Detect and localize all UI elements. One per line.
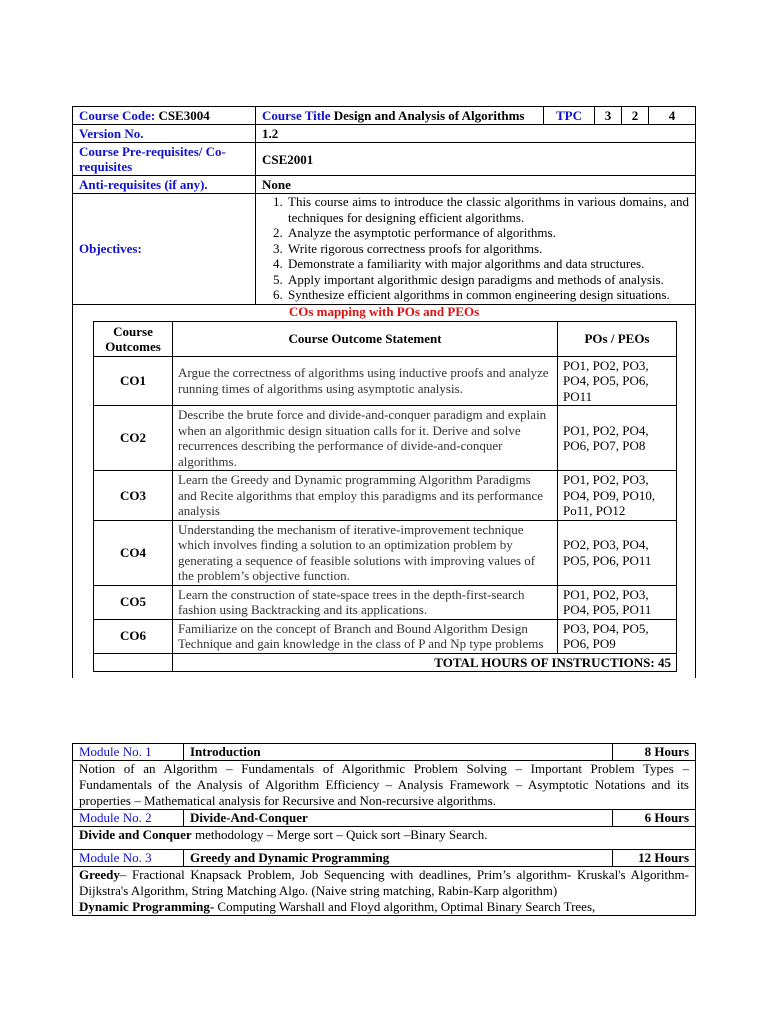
objective-item: 3. Write rigorous correctness proofs for algorithms.: [286, 241, 689, 257]
co-statement: Understanding the mechanism of iterative-improvement technique which involves finding a solution to an optimization problem by generating a sequence of feasible solutions with improving values of the problem’s objective function.: [173, 520, 558, 585]
tpc-theory: 3: [595, 107, 622, 124]
course-table: [72, 106, 696, 678]
module-header: [73, 744, 696, 761]
table-row: [94, 585, 677, 619]
co-statement: Familiarize on the concept of Branch and Bound Algorithm Design Technique and gain knowledge in the class of P and Np type problems: [173, 619, 558, 653]
module-lead: Greedy: [79, 867, 120, 882]
module-text-2: Computing Warshall and Floyd algorithm, Optimal Binary Search Trees,: [214, 899, 596, 914]
co-mapping-cell: [73, 304, 696, 678]
version-value: 1.2: [256, 125, 696, 143]
prereq-label: Course Pre-requisites/ Co-requisites: [73, 143, 256, 176]
tpc-credits: 4: [668, 108, 676, 123]
module-lead-2: Dynamic Programming-: [79, 899, 215, 914]
module-hours: 6 Hours: [613, 810, 696, 827]
co-pos: PO1, PO2, PO4, PO6, PO7, PO8: [558, 406, 677, 471]
module-description: [73, 867, 696, 916]
tpc-label: TPC: [544, 107, 595, 124]
table-row: [94, 406, 677, 471]
col-header-statement: Course Outcome Statement: [173, 321, 558, 356]
co-statement: Learn the Greedy and Dynamic programming Algorithm Paradigms and Recite algorithms that employ this paradigms and its performance analysis: [173, 471, 558, 521]
co-statement: Learn the construction of state-space trees in the depth-first-search fashion using Backtracking and its applications.: [173, 585, 558, 619]
course-code-label: Course Code:: [79, 108, 156, 123]
module-header: [73, 850, 696, 867]
objective-item: 6. Synthesize efficient algorithms in common engineering design situations.: [286, 287, 689, 303]
objective-item: 2. Analyze the asymptotic performance of algorithms.: [286, 225, 689, 241]
version-label: Version No.: [73, 125, 256, 143]
table-row: [94, 619, 677, 653]
prereq-value: CSE2001: [256, 143, 696, 176]
module-title: Introduction: [184, 744, 613, 761]
module-number: Module No. 3: [73, 850, 184, 867]
module-description: Notion of an Algorithm – Fundamentals of Algorithmic Problem Solving – Important Problem Types – Fundamentals of the Analysis of Algorithm Efficiency – Analysis Framework – Asymptotic Notations and its properties – Mathematical analysis for Recursive and Non-recursive algorithms.: [73, 761, 696, 810]
module-header: [73, 810, 696, 827]
co-id: CO5: [94, 585, 173, 619]
course-title-label: Course Title: [262, 108, 331, 123]
co-statement: Describe the brute force and divide-and-conquer paradigm and explain when an algorithmic design situation calls for it. Derive and solve recurrences describing the performance of divide-and-conquer algorithms.: [173, 406, 558, 471]
antireq-value: None: [256, 176, 696, 194]
objectives-list: [256, 194, 689, 303]
table-row: [94, 471, 677, 521]
module-hours: 12 Hours: [613, 850, 696, 867]
objectives-cell: [256, 194, 696, 305]
course-title: Design and Analysis of Algorithms: [333, 108, 525, 123]
course-title-cell: [256, 107, 696, 125]
co-id: CO3: [94, 471, 173, 521]
objectives-label: Objectives:: [73, 194, 256, 305]
module-text: methodology – Merge sort – Quick sort –Binary Search.: [191, 827, 488, 842]
co-id: CO4: [94, 520, 173, 585]
module-title: Divide-And-Conquer: [184, 810, 613, 827]
course-code-cell: [73, 107, 256, 125]
co-id: CO6: [94, 619, 173, 653]
co-id: CO2: [94, 406, 173, 471]
co-pos: PO3, PO4, PO5, PO6, PO9: [558, 619, 677, 653]
co-pos: PO2, PO3, PO4, PO5, PO6, PO11: [558, 520, 677, 585]
co-mapping-title: COs mapping with POs and PEOs: [288, 303, 480, 319]
table-row: [94, 356, 677, 406]
module-number: Module No. 1: [73, 744, 184, 761]
objective-item: 4. Demonstrate a familiarity with major algorithms and data structures.: [286, 256, 689, 272]
module-title: Greedy and Dynamic Programming: [184, 850, 613, 867]
total-spacer: [94, 653, 173, 672]
co-id: CO1: [94, 356, 173, 406]
module-description: [73, 827, 696, 850]
module-number: Module No. 2: [73, 810, 184, 827]
course-code: CSE3004: [158, 108, 210, 123]
objective-item: 1. This course aims to introduce the classic algorithms in various domains, and techniques for designing efficient algorithms.: [286, 194, 689, 225]
objective-item: 5. Apply important algorithmic design paradigms and methods of analysis.: [286, 272, 689, 288]
co-statement: Argue the correctness of algorithms using inductive proofs and analyze running times of algorithms using asymptotic analysis.: [173, 356, 558, 406]
module-text: – Fractional Knapsack Problem, Job Sequencing with deadlines, Prim’s algorithm- Kruskal's Algorithm-Dijkstra's Algorithm, String Matching Algo. (Naive string matching, Rabin-Karp algorithm): [79, 867, 689, 898]
co-mapping-table: [93, 321, 677, 673]
total-hours: TOTAL HOURS OF INSTRUCTIONS: 45: [173, 653, 677, 672]
co-pos: PO1, PO2, PO3, PO4, PO5, PO11: [558, 585, 677, 619]
module-hours: 8 Hours: [613, 744, 696, 761]
tpc-practical: 2: [622, 107, 649, 124]
module-lead: Divide and Conquer: [79, 827, 192, 842]
table-row: [94, 520, 677, 585]
co-pos: PO1, PO2, PO3, PO4, PO5, PO6, PO11: [558, 356, 677, 406]
col-header-outcomes: Course Outcomes: [94, 321, 173, 356]
co-pos: PO1, PO2, PO3, PO4, PO9, PO10, Po11, PO12: [558, 471, 677, 521]
antireq-label: Anti-requisites (if any).: [73, 176, 256, 194]
modules-table: [72, 743, 696, 916]
col-header-pos: POs / PEOs: [558, 321, 677, 356]
